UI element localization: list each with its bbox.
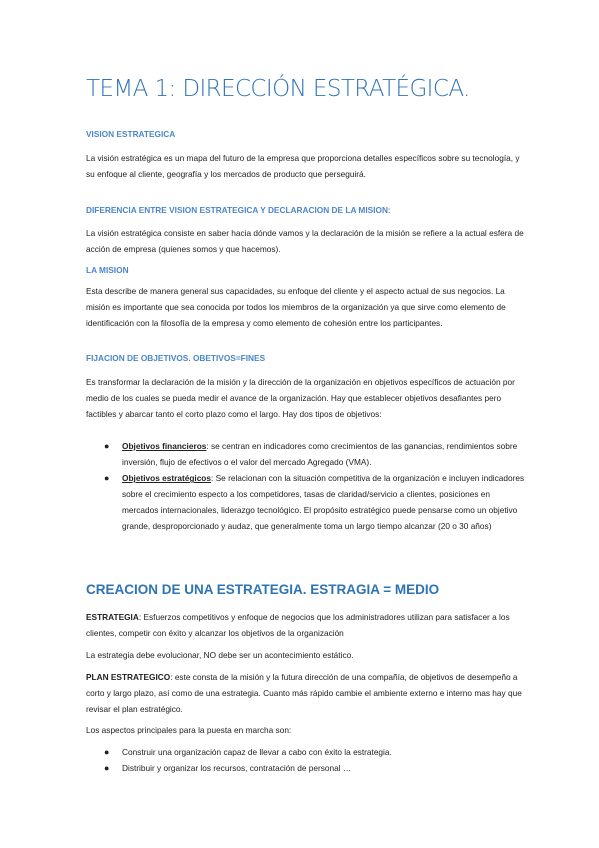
estrategia-label: ESTRATEGIA bbox=[86, 612, 139, 622]
list-item bbox=[86, 438, 526, 470]
heading-fijacion-objetivos: FIJACION DE OBJETIVOS. OBETIVOS=FINES bbox=[86, 353, 266, 363]
bullet-icon: ● bbox=[104, 473, 110, 484]
document-title: TEMA 1: DIRECCIÓN ESTRATÉGICA. bbox=[86, 76, 470, 102]
paragraph-aspectos: Los aspectos principales para la puesta en marcha son: bbox=[86, 725, 292, 735]
aspecto-text: Distribuir y organizar los recursos, contratación de personal … bbox=[122, 763, 352, 774]
plan-estrategico-text: : este consta de la misión y la futura dirección de una compañía, de objetivos de desempeño a corto y largo plazo, así como de una estrategia. Cuanto más rápido cambie el ambiente externo e interno mas hay que revisar el plan estratégico. bbox=[86, 672, 522, 715]
list-item bbox=[86, 744, 526, 760]
aspecto-text: Construir una organización capaz de llevar a cabo con éxito la estrategia. bbox=[122, 747, 392, 757]
paragraph-diferencia: La visión estratégica consiste en saber hacia dónde vamos y la declaración de la misión se refiere a la actual esfera de acción de empresa (quienes somos y que hacemos). bbox=[86, 228, 524, 255]
objetivos-financieros-text: : se centran en indicadores como crecimientos de las ganancias, rendimientos sobre inversión, flujo de efectivos o el valor del mercado Agregado (VMA). bbox=[122, 441, 518, 468]
list-item bbox=[86, 470, 526, 534]
bullet-icon: ● bbox=[104, 763, 110, 774]
paragraph-plan-estrategico bbox=[86, 669, 526, 717]
heading-diferencia bbox=[86, 205, 390, 215]
estrategia-text: : Esfuerzos competitivos y enfoque de negocios que los administradores utilizan para satisfacer a los clientes, competir con éxito y alcanzar los objetivos de la organización bbox=[86, 612, 510, 639]
paragraph-evolucionar: La estrategia debe evolucionar, NO debe ser un acontecimiento estático. bbox=[86, 650, 354, 660]
plan-estrategico-label: PLAN ESTRATEGICO bbox=[86, 672, 171, 682]
bullet-icon: ● bbox=[104, 747, 110, 757]
objetivos-estrategicos-text: : Se relacionan con la situación competitiva de la organización e incluyen indicadores sobre el crecimiento especto a los competidores, tasas de claridad/servicio a clientes, posiciones en mercados internacionales, liderazgo tecnológico. El propósito estratégico puede pensarse como un objetivo grande, desproporcionado y audaz, que generalmente toma un largo tiempo alcanzar (20 o 30 años) bbox=[122, 473, 525, 532]
paragraph-vision: La visión estratégica es un mapa del futuro de la empresa que proporciona detalles específicos sobre su tecnología, y su enfoque al cliente, geografía y los mercados de producto que perseguirá. bbox=[86, 153, 520, 180]
heading-vision-estrategica: VISION ESTRATEGICA bbox=[86, 129, 176, 139]
bullet-icon: ● bbox=[104, 441, 110, 451]
objetivos-estrategicos-label: Objetivos estratégicos bbox=[122, 473, 211, 484]
heading-la-mision: LA MISION bbox=[86, 265, 129, 275]
paragraph-estrategia bbox=[86, 609, 526, 641]
objetivos-list bbox=[86, 438, 526, 535]
heading-creacion-estrategia: CREACION DE UNA ESTRATEGIA. ESTRAGIA = MEDIO bbox=[86, 582, 440, 597]
heading-diferencia-text: DIFERENCIA ENTRE VISION ESTRATEGICA Y DECLARACION DE LA MISION bbox=[86, 205, 388, 215]
heading-diferencia-colon: : bbox=[387, 205, 391, 215]
aspectos-list bbox=[86, 744, 526, 776]
paragraph-objetivos: Es transformar la declaración de la misión y la dirección de la organización en objetivos específicos de actuación por medio de los cuales se pueda medir el avance de la organización. Hay que establecer objetivos desafiantes pero factibles y abarcar tanto el corto plazo como el largo. Hay dos tipos de objetivos: bbox=[86, 377, 515, 420]
list-item bbox=[86, 760, 526, 776]
objetivos-financieros-label: Objetivos financieros bbox=[122, 441, 207, 451]
paragraph-mision: Esta describe de manera general sus capacidades, su enfoque del cliente y el aspecto actual de sus negocios. La misión es importante que sea conocida por todos los miembros de la organización ya que sirve como elemento de identificación con la filosofía de la empresa y como elemento de cohesión entre los participantes. bbox=[86, 286, 506, 329]
